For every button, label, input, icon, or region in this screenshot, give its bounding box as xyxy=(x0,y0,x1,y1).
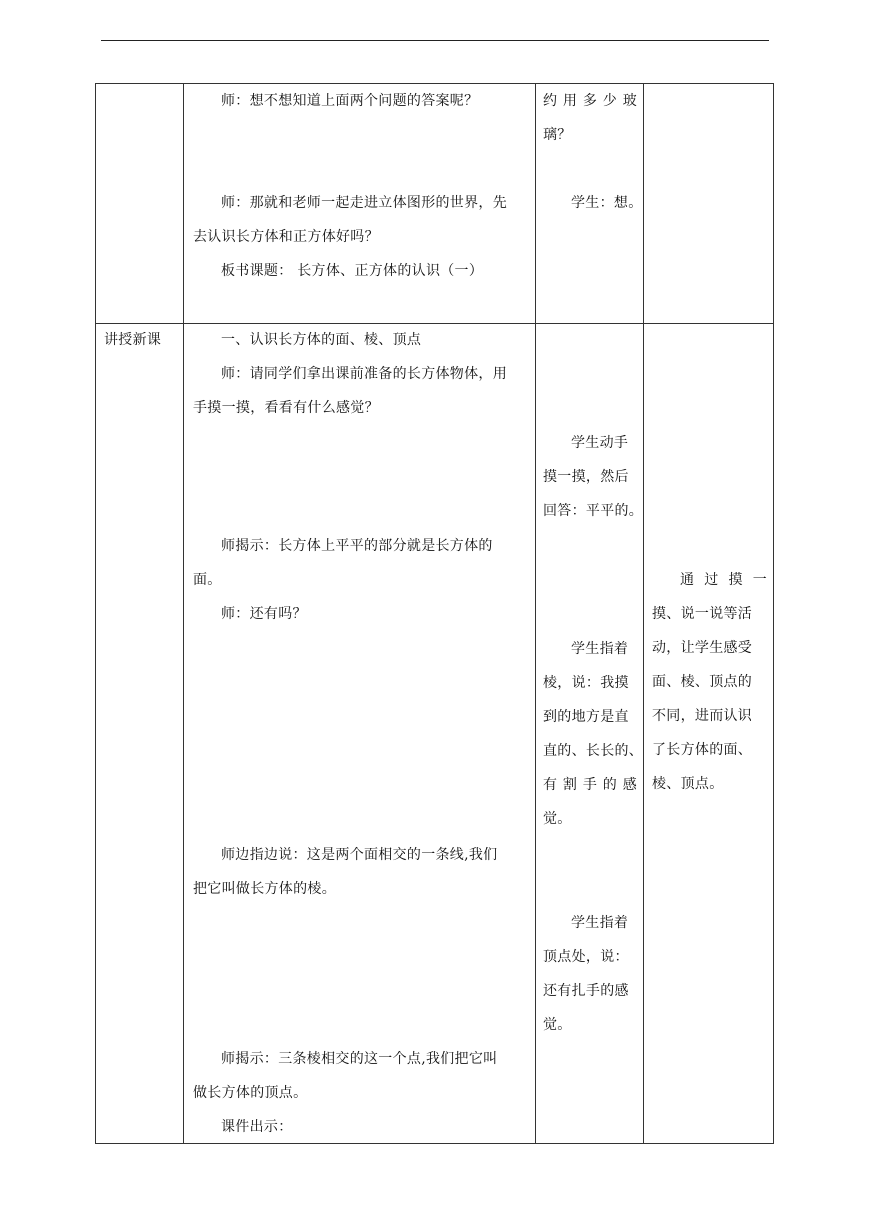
student-line: 璃？ xyxy=(543,127,572,143)
column-divider xyxy=(535,84,536,1143)
teacher-line: 手摸一摸，看看有什么感觉？ xyxy=(193,400,379,416)
column-divider xyxy=(643,84,644,1143)
student-line: 棱，说：我摸 xyxy=(543,675,629,691)
teacher-line: 师揭示：长方体上平平的部分就是长方体的 xyxy=(221,538,493,554)
teacher-line: 师揭示：三条棱相交的这一个点,我们把它叫 xyxy=(221,1051,498,1067)
student-line: 学生指着 xyxy=(571,641,629,657)
teacher-line: 师：想不想知道上面两个问题的答案呢？ xyxy=(221,93,479,109)
student-line: 回答：平平的。 xyxy=(543,503,644,519)
student-line: 学生指着 xyxy=(571,915,629,931)
student-line: 学生动手 xyxy=(571,435,629,451)
intent-line: 摸、说一说等活 xyxy=(652,606,753,622)
student-line: 有割手的感 xyxy=(543,777,637,793)
teacher-line: 师：还有吗？ xyxy=(221,606,307,622)
student-line: 到的地方是直 xyxy=(543,709,629,725)
student-line: 学生：想。 xyxy=(571,195,643,211)
teacher-line: 课件出示： xyxy=(221,1119,293,1135)
student-line: 觉。 xyxy=(543,1017,572,1033)
student-line: 还有扎手的感 xyxy=(543,983,629,999)
teacher-line: 面。 xyxy=(193,572,222,588)
student-line: 摸一摸，然后 xyxy=(543,469,629,485)
column-divider xyxy=(183,84,184,1143)
teacher-line: 做长方体的顶点。 xyxy=(193,1085,308,1101)
header-rule xyxy=(101,40,769,41)
teacher-line: 把它叫做长方体的棱。 xyxy=(193,881,336,897)
student-line: 直的、长长的、 xyxy=(543,743,644,759)
stage-label: 讲授新课 xyxy=(104,332,162,348)
student-line: 觉。 xyxy=(543,811,572,827)
intent-line: 面、棱、顶点的 xyxy=(652,674,753,690)
teacher-line: 师边指边说：这是两个面相交的一条线,我们 xyxy=(221,847,498,863)
intent-line: 了长方体的面、 xyxy=(652,742,753,758)
teacher-line: 师：请同学们拿出课前准备的长方体物体，用 xyxy=(221,366,507,382)
teacher-line: 板书课题： 长方体、正方体的认识（一） xyxy=(221,263,484,279)
intent-line: 通过摸一 xyxy=(680,572,767,588)
intent-line: 棱、顶点。 xyxy=(652,776,724,792)
teacher-line: 一、认识长方体的面、棱、顶点 xyxy=(221,332,422,348)
student-line: 约用多少玻 xyxy=(543,93,637,109)
student-line: 顶点处，说： xyxy=(543,949,629,965)
intent-line: 不同，进而认识 xyxy=(652,708,753,724)
row-divider xyxy=(96,323,773,324)
teacher-line: 去认识长方体和正方体好吗？ xyxy=(193,229,379,245)
intent-line: 动，让学生感受 xyxy=(652,640,753,656)
teacher-line: 师：那就和老师一起走进立体图形的世界，先 xyxy=(221,195,507,211)
